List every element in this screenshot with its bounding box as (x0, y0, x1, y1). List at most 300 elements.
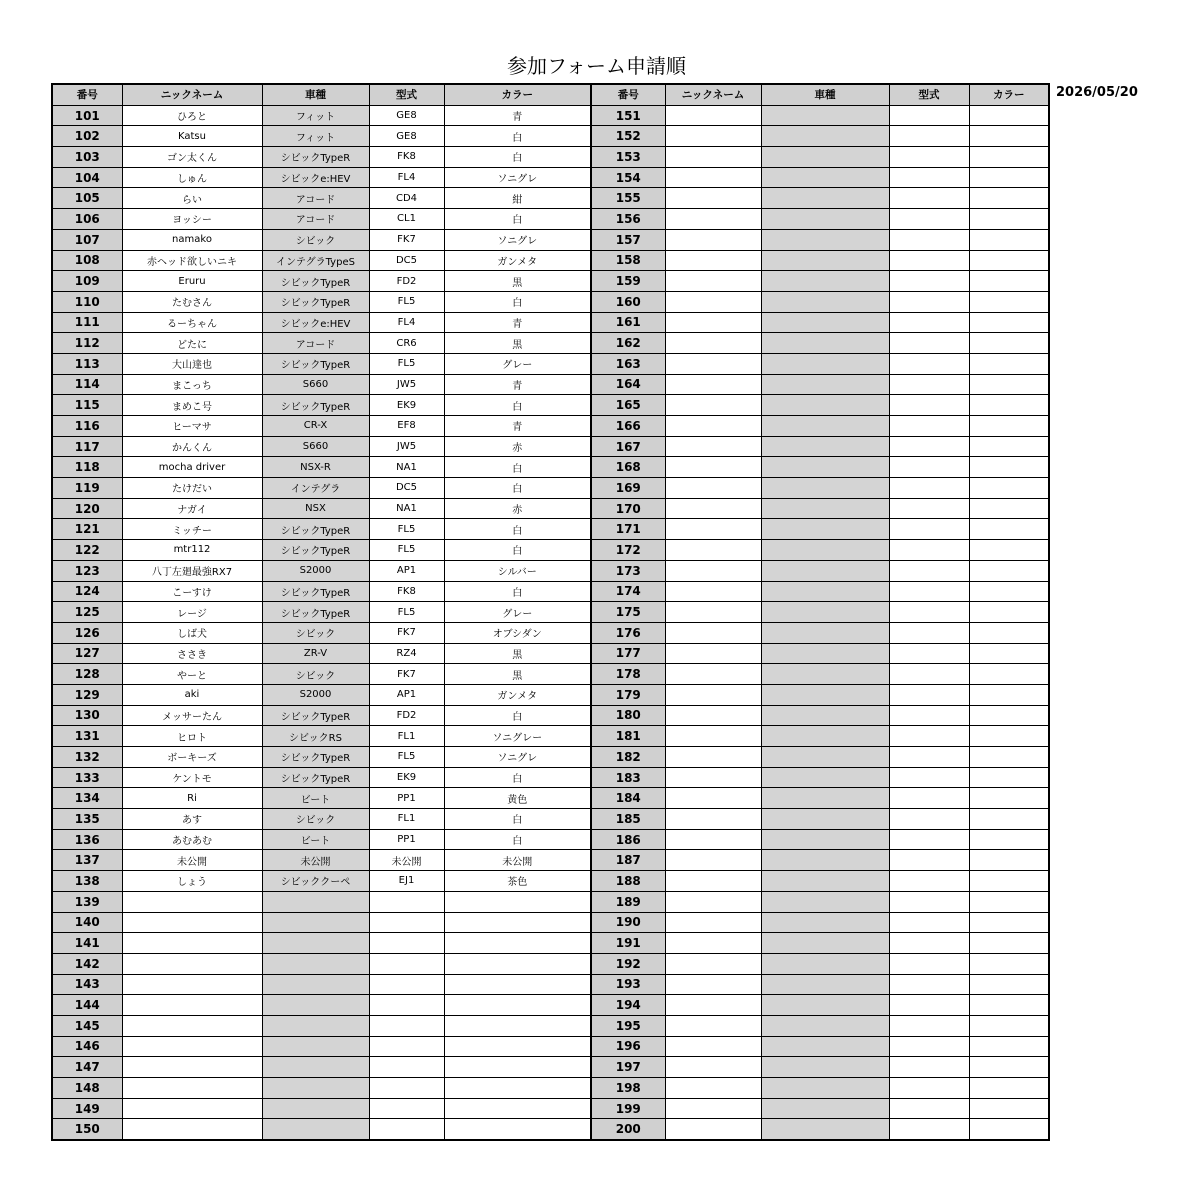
entry-color (969, 912, 1049, 933)
entry-nickname (665, 788, 761, 809)
entry-color (969, 767, 1049, 788)
entry-nickname: ヒーマサ (122, 416, 262, 437)
entry-car: S2000 (262, 684, 369, 705)
entry-model: PP1 (369, 788, 444, 809)
entry-model: FK8 (369, 581, 444, 602)
entry-model: AP1 (369, 560, 444, 581)
entry-color: ガンメタ (444, 250, 591, 271)
entry-number: 139 (52, 891, 122, 912)
entry-car (761, 167, 889, 188)
entry-color (969, 312, 1049, 333)
entry-color (969, 250, 1049, 271)
entry-nickname (665, 291, 761, 312)
entry-car (262, 1057, 369, 1078)
entry-color: 白 (444, 291, 591, 312)
entry-number: 125 (52, 602, 122, 623)
entry-color (969, 167, 1049, 188)
entry-color (969, 664, 1049, 685)
entry-number: 188 (591, 871, 665, 892)
entry-number: 164 (591, 374, 665, 395)
entry-color (969, 953, 1049, 974)
entry-number: 135 (52, 809, 122, 830)
entry-number: 114 (52, 374, 122, 395)
entry-model (889, 1036, 969, 1057)
entry-nickname (665, 1036, 761, 1057)
entry-nickname: レージ (122, 602, 262, 623)
entry-color: 白 (444, 395, 591, 416)
entry-nickname: ヒロト (122, 726, 262, 747)
entry-model (889, 767, 969, 788)
table-row (52, 436, 1049, 457)
entry-color: 青 (444, 374, 591, 395)
entry-nickname: aki (122, 684, 262, 705)
entry-car: S660 (262, 374, 369, 395)
table-row (52, 891, 1049, 912)
header-color: カラー (969, 84, 1049, 105)
entry-nickname (122, 1119, 262, 1140)
entry-color: 白 (444, 581, 591, 602)
table-row (52, 147, 1049, 168)
header-car: 車種 (761, 84, 889, 105)
entry-number: 111 (52, 312, 122, 333)
entry-number: 136 (52, 829, 122, 850)
entry-color (969, 705, 1049, 726)
entry-car (761, 850, 889, 871)
entry-car: シビックTypeR (262, 705, 369, 726)
entry-car (761, 809, 889, 830)
entry-nickname (665, 643, 761, 664)
entry-nickname: ミッチー (122, 519, 262, 540)
entry-car (761, 912, 889, 933)
table-row (52, 602, 1049, 623)
table-row (52, 809, 1049, 830)
entry-color (969, 871, 1049, 892)
table-row (52, 395, 1049, 416)
entry-number: 176 (591, 622, 665, 643)
entry-number: 116 (52, 416, 122, 437)
entry-color (444, 1078, 591, 1099)
entry-model (889, 664, 969, 685)
entry-model (889, 126, 969, 147)
entry-nickname (665, 519, 761, 540)
entry-number: 169 (591, 478, 665, 499)
entry-color: シルバー (444, 560, 591, 581)
entry-number: 151 (591, 105, 665, 126)
entry-number: 172 (591, 540, 665, 561)
entry-car: S660 (262, 436, 369, 457)
entry-number: 161 (591, 312, 665, 333)
entry-nickname (665, 333, 761, 354)
entry-car (761, 767, 889, 788)
entry-model: GE8 (369, 126, 444, 147)
entry-car: シビック (262, 809, 369, 830)
entry-number: 133 (52, 767, 122, 788)
entry-nickname: まこっち (122, 374, 262, 395)
entry-color (969, 643, 1049, 664)
entry-color: 白 (444, 809, 591, 830)
entry-car (761, 1119, 889, 1140)
table-row (52, 788, 1049, 809)
entry-model: FL5 (369, 291, 444, 312)
entry-model (889, 933, 969, 954)
table-row (52, 1057, 1049, 1078)
entry-car: アコード (262, 209, 369, 230)
entry-model: FL5 (369, 540, 444, 561)
entry-nickname: 大山達也 (122, 353, 262, 374)
entry-model: FL5 (369, 519, 444, 540)
entry-color (444, 1015, 591, 1036)
entry-nickname (665, 250, 761, 271)
entry-nickname (665, 395, 761, 416)
entry-model: EF8 (369, 416, 444, 437)
entry-nickname (122, 1015, 262, 1036)
table-row (52, 726, 1049, 747)
entry-car (761, 1078, 889, 1099)
entry-model (889, 1015, 969, 1036)
entry-number: 141 (52, 933, 122, 954)
entry-car (761, 353, 889, 374)
entry-nickname: やーと (122, 664, 262, 685)
entry-color: 赤 (444, 498, 591, 519)
entry-number: 177 (591, 643, 665, 664)
entry-color (969, 271, 1049, 292)
entry-number: 131 (52, 726, 122, 747)
entry-model (889, 953, 969, 974)
entry-number: 170 (591, 498, 665, 519)
entry-color: ソニグレー (444, 726, 591, 747)
entry-number: 168 (591, 457, 665, 478)
entry-color: 白 (444, 147, 591, 168)
entry-model (369, 1078, 444, 1099)
entry-model (889, 436, 969, 457)
entry-nickname (665, 209, 761, 230)
entry-nickname: たけだい (122, 478, 262, 499)
entry-car (761, 229, 889, 250)
entry-model: CD4 (369, 188, 444, 209)
entry-nickname (665, 105, 761, 126)
entry-car: ビート (262, 829, 369, 850)
entry-car: 未公開 (262, 850, 369, 871)
entry-model (369, 1098, 444, 1119)
table-row (52, 829, 1049, 850)
entry-car (761, 643, 889, 664)
header-number: 番号 (52, 84, 122, 105)
entry-number: 166 (591, 416, 665, 437)
entry-model (889, 250, 969, 271)
entry-car (262, 1015, 369, 1036)
entry-number: 200 (591, 1119, 665, 1140)
entry-model: FL4 (369, 167, 444, 188)
entry-nickname (665, 457, 761, 478)
entry-car (761, 788, 889, 809)
entry-car: シビック (262, 622, 369, 643)
entry-number: 178 (591, 664, 665, 685)
table-row (52, 540, 1049, 561)
entry-nickname: ゴン太くん (122, 147, 262, 168)
entry-car: シビックTypeR (262, 353, 369, 374)
entry-model (889, 747, 969, 768)
entry-car (761, 188, 889, 209)
entry-model (889, 726, 969, 747)
entry-color (969, 974, 1049, 995)
entry-car: S2000 (262, 560, 369, 581)
entry-color (969, 1036, 1049, 1057)
entry-color: 白 (444, 705, 591, 726)
entry-model: CR6 (369, 333, 444, 354)
entry-model (889, 788, 969, 809)
entry-model (889, 581, 969, 602)
entry-nickname (665, 705, 761, 726)
entry-nickname (665, 850, 761, 871)
entry-number: 145 (52, 1015, 122, 1036)
table-row (52, 312, 1049, 333)
entry-number: 134 (52, 788, 122, 809)
entry-model (889, 209, 969, 230)
table-row (52, 209, 1049, 230)
entry-table (51, 83, 1050, 1141)
entry-nickname (122, 953, 262, 974)
entry-nickname (122, 891, 262, 912)
entry-nickname: Eruru (122, 271, 262, 292)
entry-model (889, 809, 969, 830)
entry-color: 青 (444, 312, 591, 333)
entry-color (969, 416, 1049, 437)
table-row (52, 622, 1049, 643)
entry-nickname (665, 953, 761, 974)
entry-nickname: 八丁左廻最強RX7 (122, 560, 262, 581)
entry-model (889, 912, 969, 933)
entry-nickname: namako (122, 229, 262, 250)
table-row (52, 333, 1049, 354)
entry-color (969, 540, 1049, 561)
entry-color: 白 (444, 478, 591, 499)
entry-number: 108 (52, 250, 122, 271)
entry-model (889, 540, 969, 561)
entry-model (369, 1057, 444, 1078)
entry-number: 140 (52, 912, 122, 933)
entry-color: 白 (444, 767, 591, 788)
entry-number: 150 (52, 1119, 122, 1140)
entry-color: グレー (444, 602, 591, 623)
entry-car: アコード (262, 333, 369, 354)
table-row (52, 416, 1049, 437)
table-row (52, 374, 1049, 395)
entry-number: 142 (52, 953, 122, 974)
entry-car (761, 478, 889, 499)
entry-car: シビックe:HEV (262, 167, 369, 188)
entry-number: 184 (591, 788, 665, 809)
entry-number: 124 (52, 581, 122, 602)
entry-nickname (122, 1036, 262, 1057)
entry-number: 126 (52, 622, 122, 643)
entry-model (889, 167, 969, 188)
entry-model (889, 271, 969, 292)
table-row (52, 498, 1049, 519)
entry-nickname: ひろと (122, 105, 262, 126)
entry-number: 183 (591, 767, 665, 788)
entry-color: 黒 (444, 271, 591, 292)
entry-number: 157 (591, 229, 665, 250)
entry-nickname: Ri (122, 788, 262, 809)
entry-color: ソニグレ (444, 747, 591, 768)
header-nickname: ニックネーム (665, 84, 761, 105)
entry-color (969, 374, 1049, 395)
entry-number: 146 (52, 1036, 122, 1057)
entry-model (889, 498, 969, 519)
entry-color (969, 1078, 1049, 1099)
table-row (52, 126, 1049, 147)
entry-car (262, 1078, 369, 1099)
entry-nickname (665, 147, 761, 168)
entry-color: グレー (444, 353, 591, 374)
table-row (52, 353, 1049, 374)
entry-nickname: かんくん (122, 436, 262, 457)
table-row (52, 912, 1049, 933)
entry-model: AP1 (369, 684, 444, 705)
table-row (52, 747, 1049, 768)
entry-nickname: るーちゃん (122, 312, 262, 333)
entry-nickname: どたに (122, 333, 262, 354)
entry-number: 167 (591, 436, 665, 457)
entry-color: ソニグレ (444, 167, 591, 188)
entry-model: FL1 (369, 726, 444, 747)
table-row (52, 995, 1049, 1016)
entry-car (761, 209, 889, 230)
entry-car (761, 747, 889, 768)
entry-color (444, 995, 591, 1016)
entry-nickname (665, 167, 761, 188)
entry-nickname: メッサーたん (122, 705, 262, 726)
entry-number: 196 (591, 1036, 665, 1057)
entry-model (889, 457, 969, 478)
entry-color: 紺 (444, 188, 591, 209)
entry-nickname (665, 560, 761, 581)
table-row (52, 1098, 1049, 1119)
entry-color (444, 974, 591, 995)
entry-number: 101 (52, 105, 122, 126)
entry-model (889, 684, 969, 705)
entry-number: 189 (591, 891, 665, 912)
entry-model: FK7 (369, 664, 444, 685)
entry-car: シビックTypeR (262, 602, 369, 623)
entry-number: 120 (52, 498, 122, 519)
entry-color (969, 581, 1049, 602)
entry-color (969, 1098, 1049, 1119)
entry-model (369, 912, 444, 933)
entry-color (444, 1119, 591, 1140)
entry-car (761, 726, 889, 747)
entry-number: 119 (52, 478, 122, 499)
entry-model: FL5 (369, 747, 444, 768)
entry-car (761, 829, 889, 850)
entry-model (889, 374, 969, 395)
entry-car: シビックTypeR (262, 581, 369, 602)
entry-car: シビックTypeR (262, 271, 369, 292)
entry-model (889, 622, 969, 643)
entry-number: 129 (52, 684, 122, 705)
entry-model (889, 974, 969, 995)
table-row (52, 457, 1049, 478)
entry-color (444, 891, 591, 912)
entry-model: FD2 (369, 705, 444, 726)
entry-number: 156 (591, 209, 665, 230)
entry-number: 104 (52, 167, 122, 188)
entry-car (761, 1057, 889, 1078)
entry-nickname (665, 126, 761, 147)
entry-model (889, 312, 969, 333)
entry-nickname (665, 891, 761, 912)
entry-nickname (122, 1098, 262, 1119)
entry-car: インテグラTypeS (262, 250, 369, 271)
entry-nickname (665, 436, 761, 457)
entry-color: 茶色 (444, 871, 591, 892)
entry-number: 195 (591, 1015, 665, 1036)
table-row (52, 1078, 1049, 1099)
table-row (52, 478, 1049, 499)
entry-model (369, 995, 444, 1016)
table-row (52, 664, 1049, 685)
entry-model: FL5 (369, 353, 444, 374)
entry-model: FK7 (369, 622, 444, 643)
entry-model (369, 1119, 444, 1140)
entry-number: 110 (52, 291, 122, 312)
entry-number: 199 (591, 1098, 665, 1119)
entry-car (761, 395, 889, 416)
entry-nickname: 未公開 (122, 850, 262, 871)
entry-number: 106 (52, 209, 122, 230)
table-row (52, 684, 1049, 705)
entry-color (969, 209, 1049, 230)
entry-car (761, 126, 889, 147)
entry-number: 147 (52, 1057, 122, 1078)
entry-color: ソニグレ (444, 229, 591, 250)
entry-number: 190 (591, 912, 665, 933)
entry-color (969, 933, 1049, 954)
entry-model (889, 478, 969, 499)
entry-car: フィット (262, 126, 369, 147)
entry-color (969, 436, 1049, 457)
entry-model (369, 974, 444, 995)
entry-number: 160 (591, 291, 665, 312)
entry-nickname (665, 478, 761, 499)
entry-number: 152 (591, 126, 665, 147)
entry-nickname: ケントモ (122, 767, 262, 788)
table-row (52, 705, 1049, 726)
entry-car (761, 684, 889, 705)
table-row (52, 767, 1049, 788)
header-model: 型式 (889, 84, 969, 105)
entry-car (761, 271, 889, 292)
entry-model: FL1 (369, 809, 444, 830)
entry-number: 185 (591, 809, 665, 830)
entry-color (444, 933, 591, 954)
entry-number: 123 (52, 560, 122, 581)
entry-model: 未公開 (369, 850, 444, 871)
entry-color (969, 891, 1049, 912)
entry-number: 162 (591, 333, 665, 354)
entry-car: フィット (262, 105, 369, 126)
table-row (52, 1036, 1049, 1057)
table-row (52, 953, 1049, 974)
table-row (52, 1015, 1049, 1036)
entry-number: 186 (591, 829, 665, 850)
entry-number: 153 (591, 147, 665, 168)
entry-nickname (665, 416, 761, 437)
entry-number: 191 (591, 933, 665, 954)
entry-car (262, 1119, 369, 1140)
table-row (52, 271, 1049, 292)
entry-color (969, 126, 1049, 147)
